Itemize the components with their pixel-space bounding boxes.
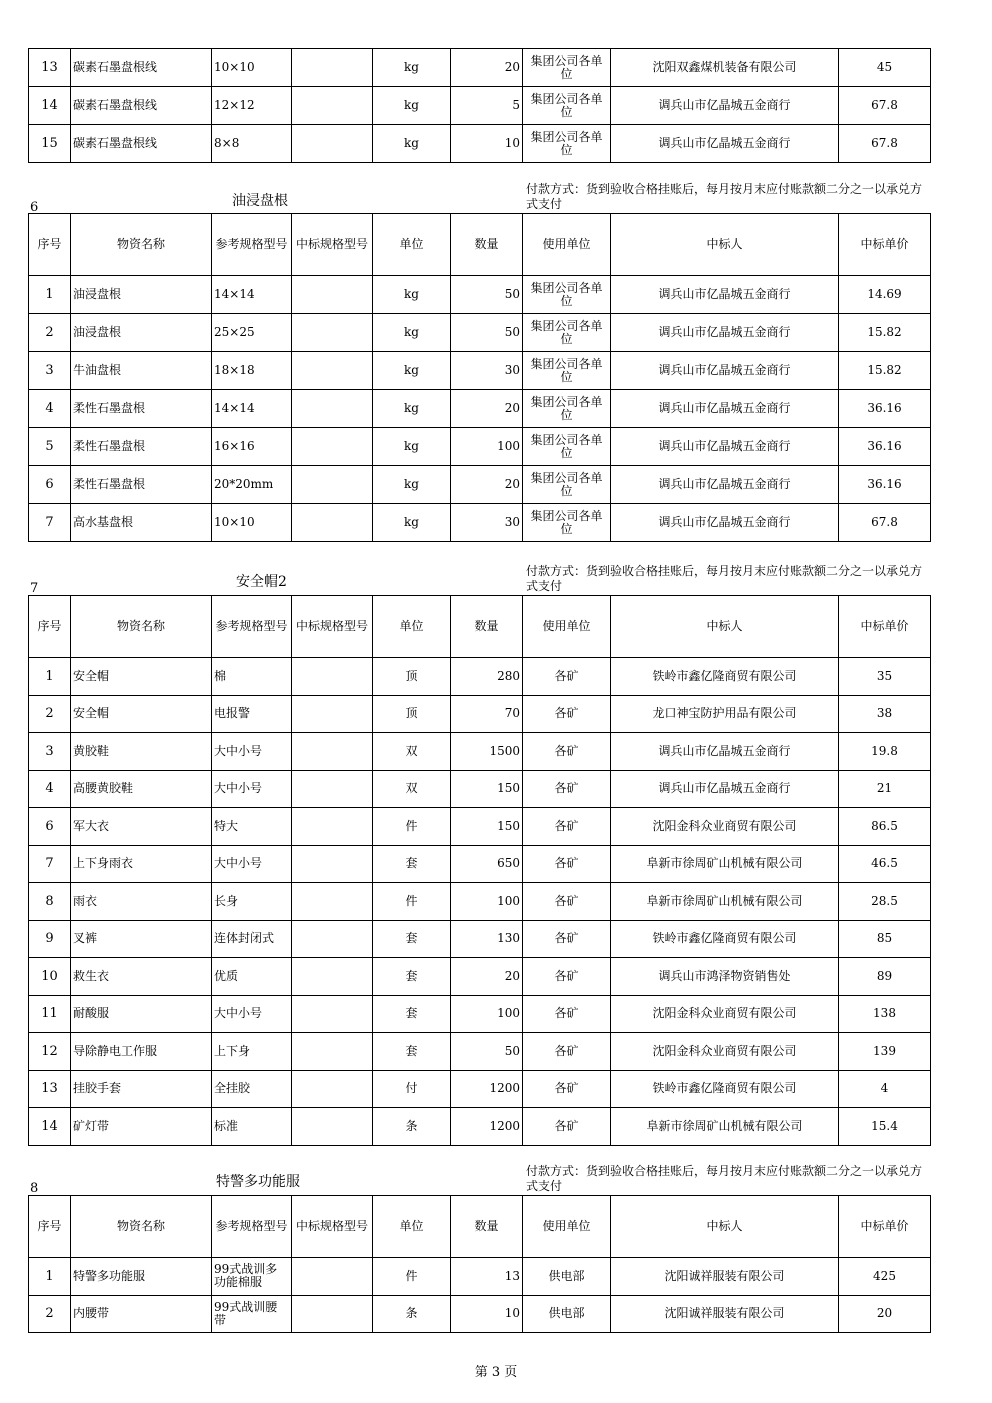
cell-spec: 8×8 <box>212 125 292 163</box>
cell-price: 139 <box>839 1033 931 1071</box>
table-header-row <box>29 214 931 276</box>
header-name: 物资名称 <box>71 1196 212 1258</box>
cell-qty: 10 <box>451 125 523 163</box>
cell-price: 35 <box>839 658 931 696</box>
table-row <box>29 1070 931 1108</box>
table-row <box>29 733 931 771</box>
cell-winner: 调兵山市亿晶城五金商行 <box>611 733 839 771</box>
cell-unit: kg <box>373 314 451 352</box>
cell-name: 特警多功能服 <box>71 1258 212 1296</box>
cell-qty: 100 <box>451 883 523 921</box>
cell-spec: 10×10 <box>212 49 292 87</box>
cell-spec: 25×25 <box>212 314 292 352</box>
table-row <box>29 770 931 808</box>
cell-user: 集团公司各单位 <box>523 276 611 314</box>
cell-winner: 阜新市徐周矿山机械有限公司 <box>611 883 839 921</box>
cell-spec: 99式战训多功能棉服 <box>212 1258 292 1296</box>
cell-spec: 标准 <box>212 1108 292 1146</box>
cell-name: 油浸盘根 <box>71 276 212 314</box>
section-title: 特警多功能服 <box>216 1174 300 1190</box>
cell-no: 1 <box>29 1258 71 1296</box>
table-row <box>29 466 931 504</box>
cell-unit: 双 <box>373 770 451 808</box>
table-row <box>29 125 931 163</box>
header-spec: 参考规格型号 <box>212 596 292 658</box>
cell-bid-spec <box>292 808 373 846</box>
cell-no: 2 <box>29 1295 71 1333</box>
cell-price: 425 <box>839 1258 931 1296</box>
cell-qty: 20 <box>451 466 523 504</box>
cell-user: 各矿 <box>523 1108 611 1146</box>
cell-user: 各矿 <box>523 808 611 846</box>
cell-unit: 条 <box>373 1295 451 1333</box>
cell-unit: 顶 <box>373 658 451 696</box>
cell-unit: kg <box>373 276 451 314</box>
cell-unit: kg <box>373 352 451 390</box>
cell-bid-spec <box>292 845 373 883</box>
cell-bid-spec <box>292 125 373 163</box>
header-no: 序号 <box>29 1196 71 1258</box>
table-section-8 <box>28 1195 931 1333</box>
cell-price: 4 <box>839 1070 931 1108</box>
cell-qty: 20 <box>451 390 523 428</box>
cell-name: 黄胶鞋 <box>71 733 212 771</box>
table-row <box>29 845 931 883</box>
cell-user: 集团公司各单位 <box>523 87 611 125</box>
cell-no: 14 <box>29 1108 71 1146</box>
cell-spec: 长身 <box>212 883 292 921</box>
cell-unit: kg <box>373 428 451 466</box>
cell-no: 4 <box>29 390 71 428</box>
cell-name: 救生衣 <box>71 958 212 996</box>
cell-qty: 1200 <box>451 1070 523 1108</box>
cell-no: 3 <box>29 733 71 771</box>
cell-name: 耐酸服 <box>71 995 212 1033</box>
cell-price: 38 <box>839 695 931 733</box>
cell-spec: 16×16 <box>212 428 292 466</box>
cell-user: 集团公司各单位 <box>523 49 611 87</box>
cell-winner: 调兵山市亿晶城五金商行 <box>611 276 839 314</box>
cell-price: 46.5 <box>839 845 931 883</box>
cell-user: 供电部 <box>523 1258 611 1296</box>
cell-bid-spec <box>292 314 373 352</box>
cell-no: 8 <box>29 883 71 921</box>
cell-winner: 沈阳金科众业商贸有限公司 <box>611 995 839 1033</box>
cell-qty: 13 <box>451 1258 523 1296</box>
header-price: 中标单价 <box>839 1196 931 1258</box>
cell-bid-spec <box>292 770 373 808</box>
table-row <box>29 428 931 466</box>
cell-user: 集团公司各单位 <box>523 390 611 428</box>
cell-user: 各矿 <box>523 883 611 921</box>
cell-unit: 套 <box>373 1033 451 1071</box>
cell-spec: 特大 <box>212 808 292 846</box>
cell-qty: 100 <box>451 428 523 466</box>
cell-winner: 调兵山市亿晶城五金商行 <box>611 466 839 504</box>
cell-spec: 连体封闭式 <box>212 920 292 958</box>
table-continued <box>28 48 931 163</box>
cell-qty: 30 <box>451 352 523 390</box>
cell-winner: 调兵山市亿晶城五金商行 <box>611 314 839 352</box>
section-title: 安全帽2 <box>236 574 287 590</box>
cell-qty: 10 <box>451 1295 523 1333</box>
cell-no: 2 <box>29 695 71 733</box>
cell-bid-spec <box>292 695 373 733</box>
header-user: 使用单位 <box>523 214 611 276</box>
cell-name: 叉裤 <box>71 920 212 958</box>
cell-qty: 30 <box>451 504 523 542</box>
table-header-row <box>29 596 931 658</box>
header-bid-spec: 中标规格型号 <box>292 596 373 658</box>
header-price: 中标单价 <box>839 596 931 658</box>
cell-user: 各矿 <box>523 958 611 996</box>
cell-user: 各矿 <box>523 1070 611 1108</box>
header-qty: 数量 <box>451 214 523 276</box>
cell-bid-spec <box>292 428 373 466</box>
cell-spec: 大中小号 <box>212 845 292 883</box>
cell-bid-spec <box>292 1033 373 1071</box>
table-section-7 <box>28 595 931 1146</box>
section-number: 7 <box>30 581 39 596</box>
page-footer: 第 3 页 <box>474 1365 518 1380</box>
cell-no: 4 <box>29 770 71 808</box>
cell-name: 内腰带 <box>71 1295 212 1333</box>
cell-winner: 调兵山市鸿泽物资销售处 <box>611 958 839 996</box>
cell-user: 供电部 <box>523 1295 611 1333</box>
cell-winner: 调兵山市亿晶城五金商行 <box>611 125 839 163</box>
cell-spec: 14×14 <box>212 276 292 314</box>
cell-user: 各矿 <box>523 845 611 883</box>
cell-qty: 5 <box>451 87 523 125</box>
cell-name: 牛油盘根 <box>71 352 212 390</box>
cell-user: 集团公司各单位 <box>523 466 611 504</box>
cell-user: 各矿 <box>523 658 611 696</box>
cell-no: 12 <box>29 1033 71 1071</box>
cell-name: 碳素石墨盘根线 <box>71 125 212 163</box>
cell-winner: 调兵山市亿晶城五金商行 <box>611 390 839 428</box>
cell-no: 6 <box>29 808 71 846</box>
cell-name: 碳素石墨盘根线 <box>71 87 212 125</box>
cell-qty: 150 <box>451 770 523 808</box>
cell-user: 集团公司各单位 <box>523 428 611 466</box>
cell-bid-spec <box>292 466 373 504</box>
cell-no: 1 <box>29 276 71 314</box>
cell-spec: 18×18 <box>212 352 292 390</box>
cell-no: 3 <box>29 352 71 390</box>
table-row <box>29 808 931 846</box>
cell-qty: 50 <box>451 276 523 314</box>
cell-qty: 650 <box>451 845 523 883</box>
cell-name: 碳素石墨盘根线 <box>71 49 212 87</box>
cell-name: 柔性石墨盘根 <box>71 466 212 504</box>
cell-bid-spec <box>292 733 373 771</box>
payment-terms: 付款方式：货到验收合格挂账后，每月按月末应付账款额二分之一以承兑方式支付 <box>526 182 923 211</box>
table-row <box>29 49 931 87</box>
cell-name: 上下身雨衣 <box>71 845 212 883</box>
cell-winner: 铁岭市鑫亿隆商贸有限公司 <box>611 658 839 696</box>
cell-spec: 大中小号 <box>212 733 292 771</box>
cell-qty: 50 <box>451 1033 523 1071</box>
cell-bid-spec <box>292 1108 373 1146</box>
cell-name: 雨衣 <box>71 883 212 921</box>
cell-winner: 调兵山市亿晶城五金商行 <box>611 352 839 390</box>
cell-name: 挂胶手套 <box>71 1070 212 1108</box>
cell-price: 19.8 <box>839 733 931 771</box>
table-row <box>29 658 931 696</box>
cell-bid-spec <box>292 504 373 542</box>
table-row <box>29 1295 931 1333</box>
cell-unit: 付 <box>373 1070 451 1108</box>
cell-unit: kg <box>373 390 451 428</box>
cell-bid-spec <box>292 1295 373 1333</box>
table-row <box>29 920 931 958</box>
cell-spec: 全挂胶 <box>212 1070 292 1108</box>
cell-bid-spec <box>292 390 373 428</box>
header-no: 序号 <box>29 214 71 276</box>
cell-qty: 70 <box>451 695 523 733</box>
cell-price: 67.8 <box>839 87 931 125</box>
cell-price: 36.16 <box>839 466 931 504</box>
cell-unit: 件 <box>373 1258 451 1296</box>
cell-winner: 铁岭市鑫亿隆商贸有限公司 <box>611 920 839 958</box>
cell-no: 7 <box>29 845 71 883</box>
cell-winner: 沈阳诚祥服装有限公司 <box>611 1258 839 1296</box>
table-row <box>29 883 931 921</box>
header-qty: 数量 <box>451 596 523 658</box>
cell-winner: 调兵山市亿晶城五金商行 <box>611 504 839 542</box>
cell-name: 安全帽 <box>71 658 212 696</box>
cell-name: 高腰黄胶鞋 <box>71 770 212 808</box>
cell-no: 2 <box>29 314 71 352</box>
cell-price: 67.8 <box>839 504 931 542</box>
cell-bid-spec <box>292 1258 373 1296</box>
cell-no: 11 <box>29 995 71 1033</box>
cell-unit: kg <box>373 466 451 504</box>
cell-user: 各矿 <box>523 770 611 808</box>
cell-price: 15.82 <box>839 352 931 390</box>
cell-unit: 套 <box>373 845 451 883</box>
cell-spec: 12×12 <box>212 87 292 125</box>
cell-spec: 99式战训腰带 <box>212 1295 292 1333</box>
header-qty: 数量 <box>451 1196 523 1258</box>
cell-name: 柔性石墨盘根 <box>71 428 212 466</box>
cell-winner: 龙口神宝防护用品有限公司 <box>611 695 839 733</box>
cell-spec: 棉 <box>212 658 292 696</box>
table-header-row <box>29 1196 931 1258</box>
cell-bid-spec <box>292 87 373 125</box>
cell-no: 6 <box>29 466 71 504</box>
cell-name: 矿灯带 <box>71 1108 212 1146</box>
cell-no: 13 <box>29 1070 71 1108</box>
table-row <box>29 995 931 1033</box>
section-title: 油浸盘根 <box>232 193 288 209</box>
cell-user: 集团公司各单位 <box>523 314 611 352</box>
table-row <box>29 1108 931 1146</box>
payment-terms: 付款方式：货到验收合格挂账后，每月按月末应付账款额二分之一以承兑方式支付 <box>526 564 923 593</box>
header-unit: 单位 <box>373 1196 451 1258</box>
cell-qty: 20 <box>451 49 523 87</box>
cell-spec: 10×10 <box>212 504 292 542</box>
header-bid-spec: 中标规格型号 <box>292 214 373 276</box>
cell-no: 9 <box>29 920 71 958</box>
cell-name: 军大衣 <box>71 808 212 846</box>
cell-spec: 电报警 <box>212 695 292 733</box>
header-spec: 参考规格型号 <box>212 214 292 276</box>
cell-bid-spec <box>292 995 373 1033</box>
cell-qty: 280 <box>451 658 523 696</box>
header-winner: 中标人 <box>611 596 839 658</box>
cell-bid-spec <box>292 658 373 696</box>
cell-name: 安全帽 <box>71 695 212 733</box>
cell-user: 各矿 <box>523 1033 611 1071</box>
cell-qty: 50 <box>451 314 523 352</box>
cell-bid-spec <box>292 1070 373 1108</box>
cell-price: 20 <box>839 1295 931 1333</box>
cell-qty: 130 <box>451 920 523 958</box>
cell-winner: 阜新市徐周矿山机械有限公司 <box>611 1108 839 1146</box>
cell-user: 集团公司各单位 <box>523 504 611 542</box>
cell-bid-spec <box>292 352 373 390</box>
cell-price: 45 <box>839 49 931 87</box>
header-name: 物资名称 <box>71 596 212 658</box>
cell-spec: 14×14 <box>212 390 292 428</box>
cell-spec: 上下身 <box>212 1033 292 1071</box>
cell-no: 10 <box>29 958 71 996</box>
cell-price: 138 <box>839 995 931 1033</box>
cell-no: 5 <box>29 428 71 466</box>
cell-spec: 20*20mm <box>212 466 292 504</box>
cell-no: 13 <box>29 49 71 87</box>
cell-qty: 100 <box>451 995 523 1033</box>
cell-bid-spec <box>292 276 373 314</box>
cell-unit: 套 <box>373 995 451 1033</box>
cell-winner: 阜新市徐周矿山机械有限公司 <box>611 845 839 883</box>
cell-user: 集团公司各单位 <box>523 352 611 390</box>
cell-user: 各矿 <box>523 995 611 1033</box>
cell-user: 各矿 <box>523 920 611 958</box>
cell-price: 86.5 <box>839 808 931 846</box>
cell-qty: 1500 <box>451 733 523 771</box>
header-bid-spec: 中标规格型号 <box>292 1196 373 1258</box>
cell-name: 油浸盘根 <box>71 314 212 352</box>
cell-spec: 大中小号 <box>212 995 292 1033</box>
cell-unit: 顶 <box>373 695 451 733</box>
cell-name: 导除静电工作服 <box>71 1033 212 1071</box>
cell-no: 14 <box>29 87 71 125</box>
cell-unit: 套 <box>373 958 451 996</box>
table-row <box>29 390 931 428</box>
cell-user: 集团公司各单位 <box>523 125 611 163</box>
table-row <box>29 958 931 996</box>
header-price: 中标单价 <box>839 214 931 276</box>
cell-price: 28.5 <box>839 883 931 921</box>
cell-qty: 1200 <box>451 1108 523 1146</box>
cell-winner: 沈阳双鑫煤机装备有限公司 <box>611 49 839 87</box>
cell-price: 15.82 <box>839 314 931 352</box>
cell-winner: 调兵山市亿晶城五金商行 <box>611 428 839 466</box>
cell-price: 67.8 <box>839 125 931 163</box>
cell-price: 15.4 <box>839 1108 931 1146</box>
cell-unit: kg <box>373 504 451 542</box>
cell-winner: 沈阳金科众业商贸有限公司 <box>611 1033 839 1071</box>
cell-winner: 调兵山市亿晶城五金商行 <box>611 770 839 808</box>
header-no: 序号 <box>29 596 71 658</box>
cell-price: 14.69 <box>839 276 931 314</box>
cell-unit: 套 <box>373 920 451 958</box>
cell-unit: kg <box>373 87 451 125</box>
cell-winner: 沈阳诚祥服装有限公司 <box>611 1295 839 1333</box>
table-row <box>29 1033 931 1071</box>
cell-bid-spec <box>292 49 373 87</box>
cell-unit: 件 <box>373 883 451 921</box>
section-number: 8 <box>30 1181 39 1196</box>
cell-price: 21 <box>839 770 931 808</box>
cell-user: 各矿 <box>523 733 611 771</box>
table-section-6 <box>28 213 931 542</box>
table-row <box>29 695 931 733</box>
cell-winner: 沈阳金科众业商贸有限公司 <box>611 808 839 846</box>
cell-winner: 调兵山市亿晶城五金商行 <box>611 87 839 125</box>
header-unit: 单位 <box>373 596 451 658</box>
cell-spec: 优质 <box>212 958 292 996</box>
cell-unit: kg <box>373 49 451 87</box>
cell-unit: kg <box>373 125 451 163</box>
payment-terms: 付款方式：货到验收合格挂账后，每月按月末应付账款额二分之一以承兑方式支付 <box>526 1164 923 1193</box>
header-winner: 中标人 <box>611 1196 839 1258</box>
table-row <box>29 504 931 542</box>
cell-bid-spec <box>292 958 373 996</box>
table-row <box>29 314 931 352</box>
cell-name: 柔性石墨盘根 <box>71 390 212 428</box>
header-winner: 中标人 <box>611 214 839 276</box>
header-user: 使用单位 <box>523 596 611 658</box>
cell-qty: 150 <box>451 808 523 846</box>
cell-name: 高水基盘根 <box>71 504 212 542</box>
cell-winner: 铁岭市鑫亿隆商贸有限公司 <box>611 1070 839 1108</box>
table-row <box>29 276 931 314</box>
cell-price: 36.16 <box>839 390 931 428</box>
cell-spec: 大中小号 <box>212 770 292 808</box>
cell-unit: 件 <box>373 808 451 846</box>
header-unit: 单位 <box>373 214 451 276</box>
cell-price: 85 <box>839 920 931 958</box>
cell-no: 7 <box>29 504 71 542</box>
header-spec: 参考规格型号 <box>212 1196 292 1258</box>
header-user: 使用单位 <box>523 1196 611 1258</box>
cell-qty: 20 <box>451 958 523 996</box>
cell-no: 1 <box>29 658 71 696</box>
cell-no: 15 <box>29 125 71 163</box>
cell-unit: 双 <box>373 733 451 771</box>
cell-unit: 条 <box>373 1108 451 1146</box>
cell-bid-spec <box>292 920 373 958</box>
cell-price: 89 <box>839 958 931 996</box>
section-number: 6 <box>30 200 39 215</box>
table-row <box>29 87 931 125</box>
table-row <box>29 1258 931 1296</box>
cell-bid-spec <box>292 883 373 921</box>
table-row <box>29 352 931 390</box>
header-name: 物资名称 <box>71 214 212 276</box>
cell-user: 各矿 <box>523 695 611 733</box>
cell-price: 36.16 <box>839 428 931 466</box>
